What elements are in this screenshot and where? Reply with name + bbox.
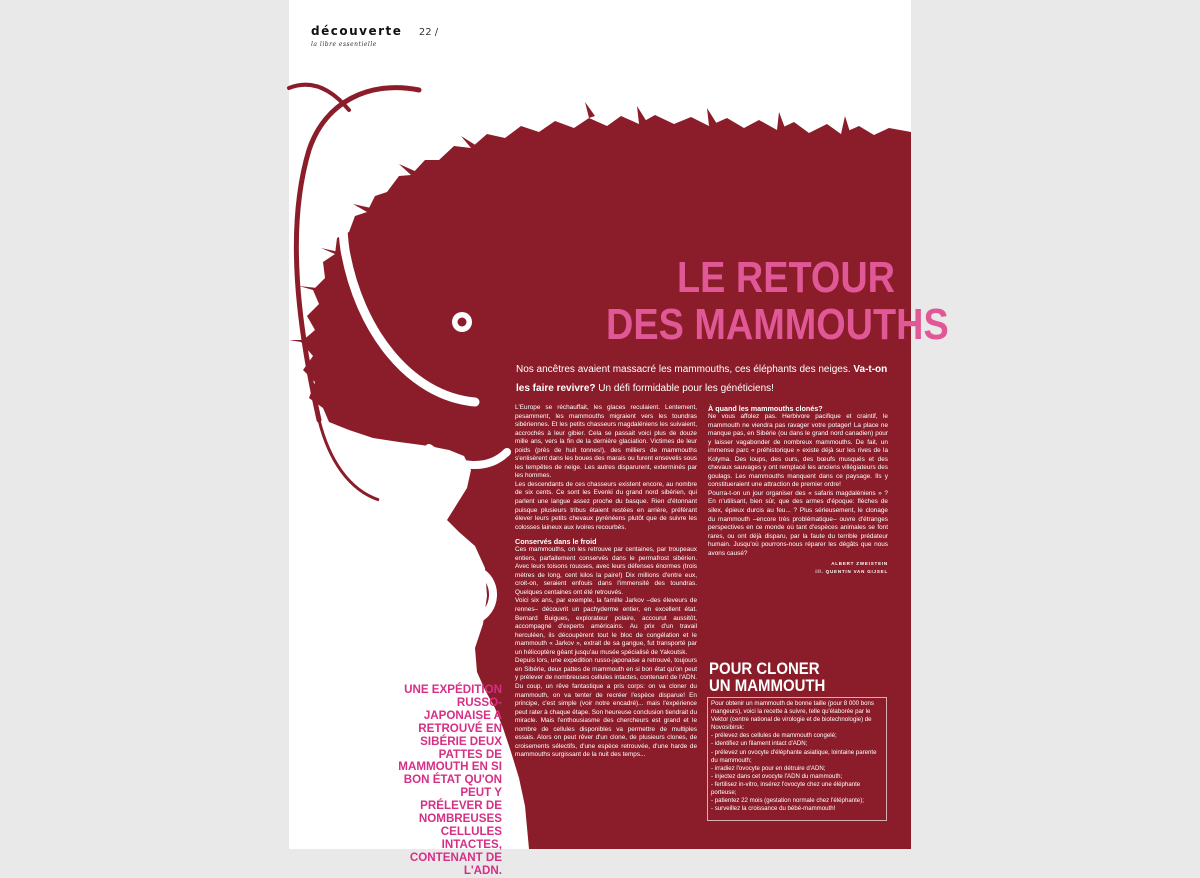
paragraph: Ces mammouths, on les retrouve par centaines, par troupeaux entiers, parfaitement conservés dans le permafrost sibérien. Avec leurs toisons rousses, avec leurs défenses énormes (trois mètres de long, cent kilos la paire!) Dix millions d'entre eux, croit-on, seraient enfouis dans l'immensité des toundras. Quelques centaines ont été retrouvés. <box>515 546 697 596</box>
paragraph: Voici six ans, par exemple, la famille Jarkov –des éleveurs de rennes– découvrit un pachyderme entier, en excellent état. Bernard Buigues, explorateur polaire, accourut aussitôt, accompagné d'experts américains. Au prix d'un travail herculéen, ils découpèrent tout le bloc de congélation et le mammouth « Jarkov », extrait de sa gangue, fut transporté par un hélicoptère géant jusqu'au musée spécialisé de Yakoutsk. <box>515 597 697 656</box>
section-rubric: découverte <box>311 24 403 38</box>
title-line-2: DES MAMMOUTHS <box>606 300 949 349</box>
subheading: À quand les mammouths clonés? <box>708 404 823 413</box>
section-tagline: la libre essentielle <box>311 41 377 48</box>
box-step: - identifiez un filament intact d'ADN; <box>711 740 808 748</box>
box-title-line-2: UN MAMMOUTH <box>709 676 826 695</box>
title-line-1: LE RETOUR <box>677 253 895 302</box>
box-step-list <box>711 732 883 813</box>
box-step: - injectez dans cet ovocyte l'ADN du mammouth; <box>711 772 843 780</box>
intro-rest: Un défi formidable pour les généticiens! <box>595 383 774 394</box>
intro-text: Nos ancêtres avaient massacré les mammouths, ces éléphants des neiges. <box>516 364 854 375</box>
paragraph: Ne vous affolez pas. Herbivore pacifique et craintif, le mammouth ne viendra pas ravager votre potager! La place ne manque pas, en Sibérie (ou dans le grand nord canadien) pour y laisser vagabonder de nombreux mammouths. De fait, un immense parc « préhistorique » existe déjà sur les rives de la Kolyma. Des loups, des ours, des bœufs musqués et des chevaux sauvages y ont remplacé les anciens villégiateurs des goulags. Les mammouths manquent dans ce paysage. Ils y constitueraient une attraction de premier ordre! <box>708 413 888 489</box>
box-title-line-1: POUR CLONER <box>709 659 820 678</box>
subheading: Conservés dans le froid <box>515 537 597 547</box>
box-step: - prélevez un ovocyte d'éléphante asiatique, lointaine parente du mammouth; <box>711 748 877 764</box>
illustrator-credit: ill. QUENTIN VAN GIJSEL <box>815 569 888 575</box>
box-step: - fertilisez in-vitro, insérez l'ovocyte chez une éléphante porteuse; <box>711 780 861 797</box>
article-column-2 <box>708 404 888 576</box>
pull-quote: UNE EXPÉDITION RUSSO-JAPONAISE A RETROUVÉ EN SIBÉRIE DEUX PATTES DE MAMMOUTH EN SI BON ÉTAT QU'ON PEUT Y PRÉLEVER DE NOMBREUSES CELLULES INTACTES, CONTENANT DE L'ADN. <box>398 683 502 877</box>
sidebar-box-title <box>709 660 825 694</box>
box-intro: Pour obtenir un mammouth de bonne taille (pour 8 000 bons mangeurs), voici la recette à suivre, telle qu'élaborée par le Vektor (centre national de virologie et de biotechnologie) de Novosibirsk: <box>711 700 874 732</box>
box-step: - irradiez l'ovocyte pour en détruire d'ADN; <box>711 764 826 772</box>
author-credit: ALBERT ZWEISTEIN <box>831 561 888 567</box>
paragraph: L'Europe se réchauffait, les glaces reculaient. Lentement, pesamment, les mammouths migraient vers les toundras sibériennes. Et les petits chasseurs magdaléniens les suivaient, accrochés à leur gibier. Cela se passait voici plus de douze mille ans, vers la fin de la dernière glaciation. Victimes de leur poids (près de huit tonnes!), des milliers de mammouths s'enlisèrent dans les boues des marais ou furent ensevelis sous les tempêtes de neige. Les autres disparurent, exterminés par les hommes. <box>515 404 697 480</box>
article-intro <box>516 360 894 398</box>
magazine-page <box>289 0 949 877</box>
intro-bold: Va-t-on les faire revivre? <box>516 364 888 394</box>
sidebar-box <box>707 697 887 821</box>
box-step: - prélevez des cellules de mammouth congelé; <box>711 732 837 740</box>
article-column-1 <box>515 404 697 760</box>
box-step: - surveillez la croissance du bébé-mammouth! <box>711 805 836 813</box>
article-title <box>606 253 949 349</box>
box-step: - patientez 22 mois (gestation normale chez l'éléphante); <box>711 797 864 805</box>
paragraph: Les descendants de ces chasseurs existent encore, au nombre de six cents. Ce sont les Evenki du grand nord sibérien, qui parlent une langue assez proche du basque. Rien d'étonnant puisque plusieurs tribus étaient restées en arrière, préférant élever leurs petits chevaux pyrénéens plutôt que de suivre les colosses laineux aux ivoires recourbés. <box>515 480 697 531</box>
paragraph: Pourra-t-on un jour organiser des « safaris magdaléniens » ? En n'utilisant, bien sûr, que des armes d'époque: flèches de silex, épieux durcis au feu... ? Plus sérieusement, le clonage du mammouth –encore très problématique– ouvre d'étranges perspectives en ce monde où tant d'espèces animales se font rares, ou ont déjà disparu, par la faute du terrible prédateur humain. Jusqu'où pourrons-nous réparer les dégâts que nous avons causé? <box>708 489 888 557</box>
paragraph: Depuis lors, une expédition russo-japonaise a retrouvé, toujours en Sibérie, deux pattes de mammouth en si bon état qu'on peut y prélever de nombreuses cellules intactes, contenant de l'ADN. Du coup, un rêve fantastique a pris corps: on va cloner du mammouth, on va tenter de recréer l'espèce disparue! En principe, c'est simple (voir notre encadré)... mais l'expérience peut rater à chaque étape. Son heureuse conclusion tiendrait du miracle. Mais l'enthousiasme des chercheurs est grand et le nombre de cellules disponibles va permettre de multiples essais. Alors on peut rêver d'un clone, de plusieurs clones, de croisements sélectifs, d'une espèce retrouvée, d'une harde de mammouths surgissant de la nuit des temps... <box>515 657 697 759</box>
page-number: 22 / <box>418 27 439 38</box>
page-header <box>311 22 438 48</box>
